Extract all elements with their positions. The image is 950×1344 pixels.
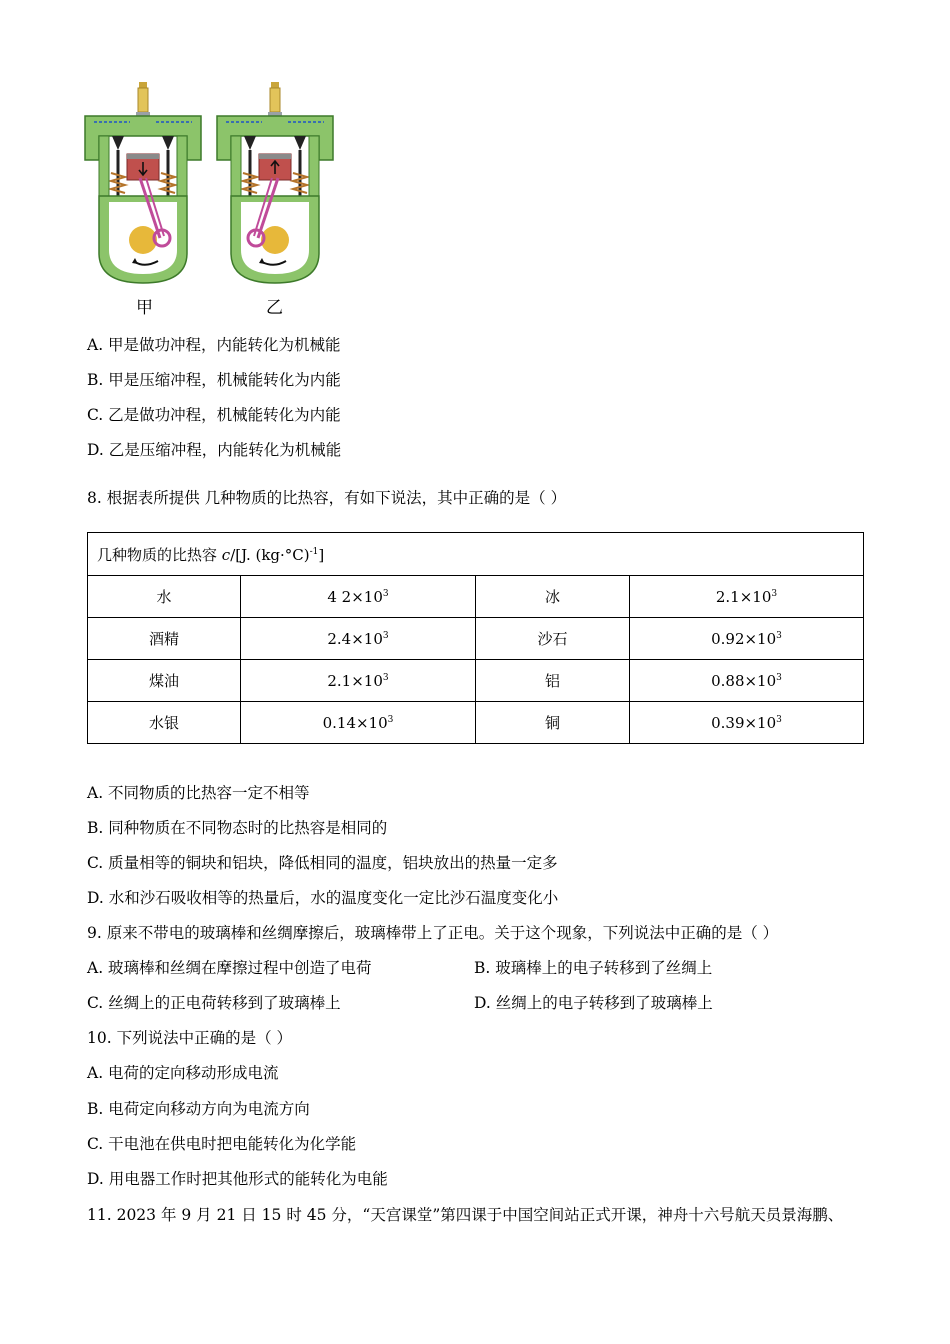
engine-left-diagram bbox=[85, 82, 201, 283]
engine-stroke-figure bbox=[80, 78, 360, 298]
substance-name: 酒精 bbox=[88, 618, 241, 660]
substance-value: $2.4\times 10^3$ bbox=[241, 618, 476, 660]
q9-option-a: A. 玻璃棒和丝绸在摩擦过程中创造了电荷 bbox=[87, 959, 372, 977]
substance-name: 水银 bbox=[88, 702, 241, 744]
substance-name: 铜 bbox=[476, 702, 630, 744]
substance-name: 冰 bbox=[476, 576, 630, 618]
table-row bbox=[88, 660, 864, 702]
q7-option-d: D. 乙是压缩冲程，内能转化为机械能 bbox=[87, 441, 342, 459]
q7-option-a: A. 甲是做功冲程，内能转化为机械能 bbox=[87, 336, 341, 354]
table-row bbox=[88, 702, 864, 744]
q9-stem: 9. 原来不带电的玻璃棒和丝绸摩擦后，玻璃棒带上了正电。关于这个现象，下列说法中正确的是（ ） bbox=[87, 924, 779, 942]
figure-label-left: 甲 bbox=[136, 298, 153, 318]
substance-value: $2.1\times 10^3$ bbox=[630, 576, 864, 618]
table-title-row bbox=[88, 533, 864, 576]
engine-right-diagram bbox=[217, 82, 333, 283]
q11-stem: 11. 2023 年 9 月 21 日 15 时 45 分，“天宫课堂”第四课于中国空间站正式开课，神舟十六号航天员景海鹏、 bbox=[87, 1206, 844, 1224]
q10-stem: 10. 下列说法中正确的是（ ） bbox=[87, 1029, 293, 1047]
q9-option-d: D. 丝绸上的电子转移到了玻璃棒上 bbox=[474, 994, 713, 1012]
substance-name: 沙石 bbox=[476, 618, 630, 660]
substance-name: 铝 bbox=[476, 660, 630, 702]
q10-option-d: D. 用电器工作时把其他形式的能转化为电能 bbox=[87, 1170, 388, 1188]
substance-value: 4 $2\times 10^3$ bbox=[241, 576, 476, 618]
q10-option-a: A. 电荷的定向移动形成电流 bbox=[87, 1064, 279, 1082]
q9-option-c: C. 丝绸上的正电荷转移到了玻璃棒上 bbox=[87, 994, 341, 1012]
q8-option-c: C. 质量相等的铜块和铝块，降低相同的温度，铝块放出的热量一定多 bbox=[87, 854, 558, 872]
q8-option-d: D. 水和沙石吸收相等的热量后，水的温度变化一定比沙石温度变化小 bbox=[87, 889, 559, 907]
substance-value: $0.14\times 10^3$ bbox=[241, 702, 476, 744]
q10-option-c: C. 干电池在供电时把电能转化为化学能 bbox=[87, 1135, 357, 1153]
substance-value: $0.39\times 10^3$ bbox=[630, 702, 864, 744]
substance-name: 煤油 bbox=[88, 660, 241, 702]
specific-heat-table bbox=[87, 532, 864, 744]
substance-name: 水 bbox=[88, 576, 241, 618]
substance-value: $0.92\times 10^3$ bbox=[630, 618, 864, 660]
substance-value: $0.88\times 10^3$ bbox=[630, 660, 864, 702]
q8-option-a: A. 不同物质的比热容一定不相等 bbox=[87, 784, 310, 802]
table-row bbox=[88, 576, 864, 618]
q8-stem: 8. 根据表所提供 几种物质的比热容，有如下说法，其中正确的是（ ） bbox=[87, 489, 567, 507]
q9-option-b: B. 玻璃棒上的电子转移到了丝绸上 bbox=[474, 959, 713, 977]
q8-option-b: B. 同种物质在不同物态时的比热容是相同的 bbox=[87, 819, 388, 837]
figure-label-right: 乙 bbox=[266, 298, 283, 318]
q7-option-c: C. 乙是做功冲程，机械能转化为内能 bbox=[87, 406, 341, 424]
table-row bbox=[88, 618, 864, 660]
table-title: 几种物质的比热容 c/[J. $(kg\cdot^\circ C)^{-1}$] bbox=[88, 533, 864, 576]
q10-option-b: B. 电荷定向移动方向为电流方向 bbox=[87, 1100, 310, 1118]
substance-value: $2.1\times 10^3$ bbox=[241, 660, 476, 702]
q7-option-b: B. 甲是压缩冲程，机械能转化为内能 bbox=[87, 371, 341, 389]
